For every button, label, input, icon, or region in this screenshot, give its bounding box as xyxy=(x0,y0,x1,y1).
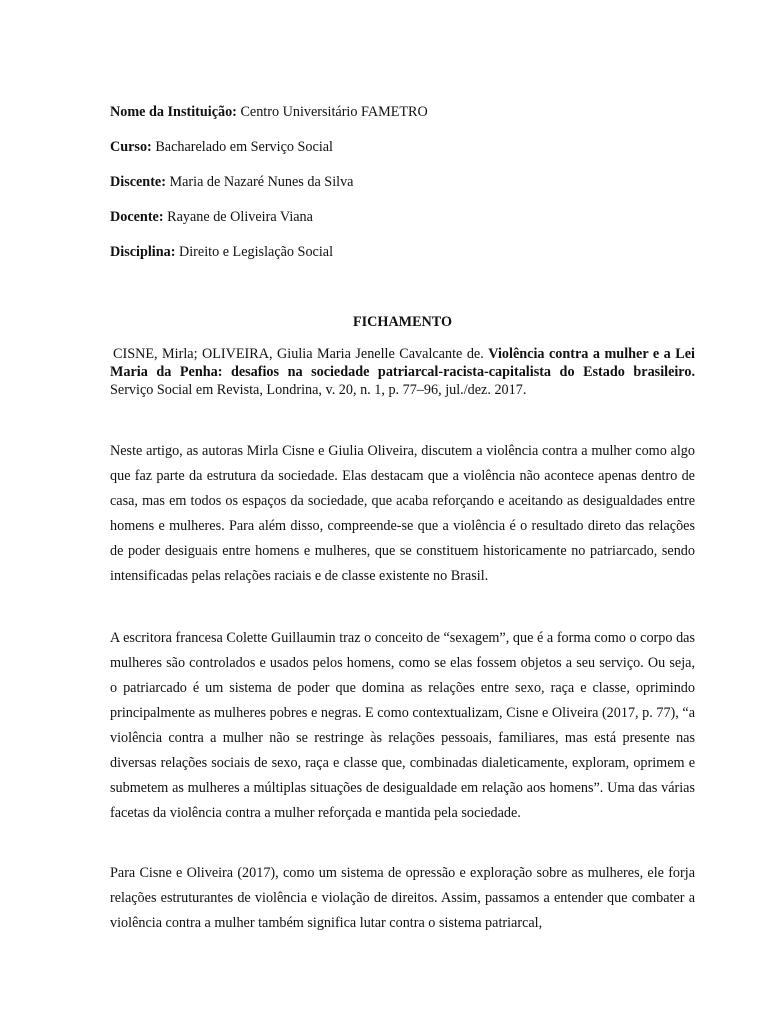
document-page xyxy=(110,0,695,1024)
discipline-line xyxy=(110,243,333,261)
body-paragraph-1: Neste artigo, as autoras Mirla Cisne e Giulia Oliveira, discutem a violência contra a mulher como algo que faz parte da estrutura da sociedade. Elas destacam que a violência não acontece apenas dentro de casa, mas em todos os espaços da sociedade, que acaba reforçando e aceitando as desigualdades entre homens e mulheres. Para além disso, compreende-se que a violência é o resultado direto das relações de poder desiguais entre homens e mulheres, que se constituem historicamente no patriarcado, sendo intensificadas pelas relações raciais e de classe existente no Brasil. xyxy=(110,443,695,584)
body-paragraph-3: Para Cisne e Oliveira (2017), como um sistema de opressão e exploração sobre as mulheres, ele forja relações estruturantes de violência e violação de direitos. Assim, passamos a entender que combater a violência contra a mulher também significa lutar contra o sistema patriarcal, xyxy=(110,865,695,931)
discipline-value: Direito e Legislação Social xyxy=(175,244,334,260)
discipline-label: Disciplina: xyxy=(110,244,176,260)
citation-source: Serviço Social em Revista, Londrina, v. 20, n. 1, p. 77–96, jul./dez. 2017. xyxy=(110,382,527,398)
teacher-value: Rayane de Oliveira Viana xyxy=(163,209,313,225)
course-line xyxy=(110,138,333,156)
institution-value: Centro Universitário FAMETRO xyxy=(236,104,428,120)
institution-label: Nome da Instituição: xyxy=(110,104,237,120)
body-paragraph-2: A escritora francesa Colette Guillaumin traz o conceito de “sexagem”, que é a forma como o corpo das mulheres são controlados e usados pelos homens, como se elas fossem objetos a seu serviço. Ou seja, o patriarcado é um sistema de poder que domina as relações entre sexo, raça e classe, oprimindo principalmente as mulheres pobres e negras. E como contextualizam, Cisne e Oliveira (2017, p. 77), “a violência contra a mulher não se restringe às relações pessoais, familiares, mas está presente nas diversas relações sociais de sexo, raça e classe que, combinadas dialeticamente, exploram, oprimem e submetem as mulheres a múltiplas situações de desigualdade em relação aos homens”. Uma das várias facetas da violência contra a mulher reforçada e mantida pela sociedade. xyxy=(110,630,695,821)
course-label: Curso: xyxy=(110,139,152,155)
citation-work-title: Violência contra a mulher e a Lei Maria da Penha: desafios na sociedade patriarcal-racista-capitalista do Estado brasileiro. xyxy=(110,346,695,380)
student-label: Discente: xyxy=(110,174,166,190)
citation-authors: CISNE, Mirla; OLIVEIRA, Giulia Maria Jenelle Cavalcante de. xyxy=(113,346,489,362)
teacher-line xyxy=(110,208,313,226)
student-line xyxy=(110,173,353,191)
teacher-label: Docente: xyxy=(110,209,164,225)
institution-line xyxy=(110,103,428,121)
reference-citation xyxy=(110,345,695,399)
document-title: FICHAMENTO xyxy=(352,314,453,330)
course-value: Bacharelado em Serviço Social xyxy=(151,139,333,155)
student-value: Maria de Nazaré Nunes da Silva xyxy=(165,174,354,190)
